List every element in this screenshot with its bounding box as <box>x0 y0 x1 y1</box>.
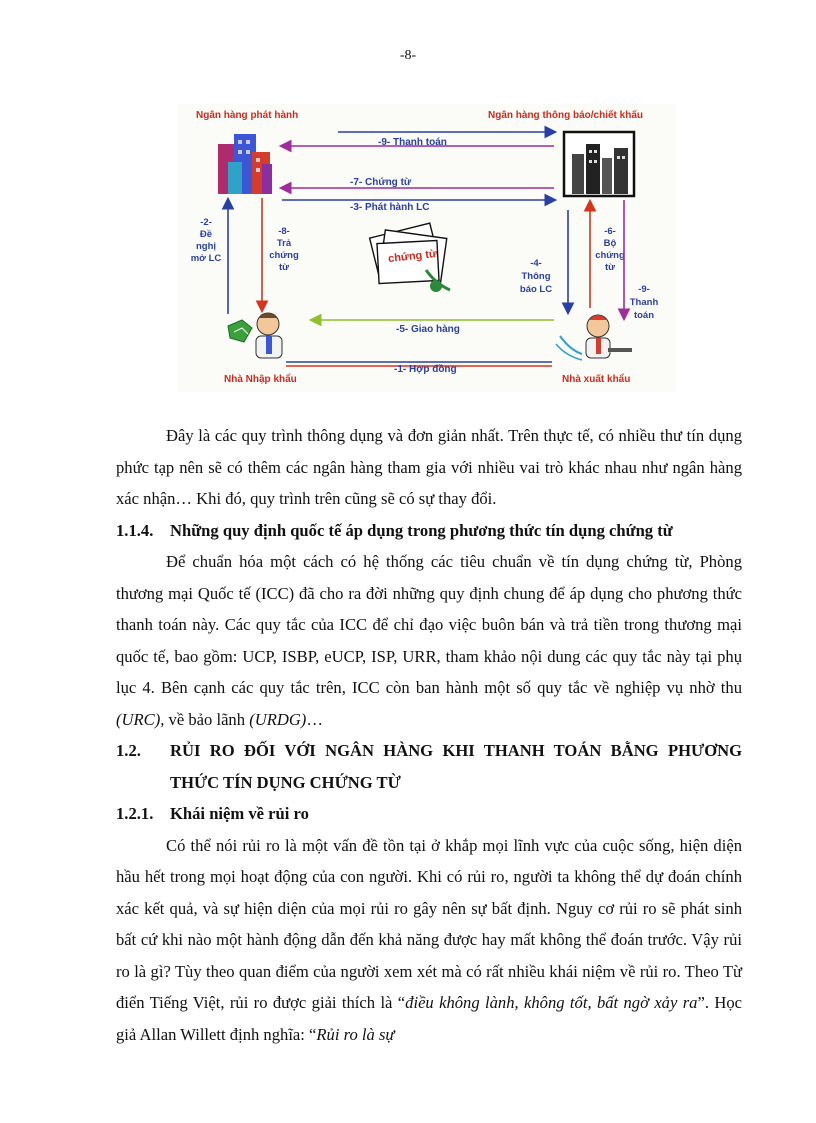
heading-1-2-number: 1.2. <box>116 741 141 760</box>
step-2-line-4: mở LC <box>190 253 222 264</box>
heading-1-2-1-number: 1.2.1. <box>116 804 154 823</box>
step-2-line-3: nghị <box>195 241 217 252</box>
step-8-line-3: chứng <box>269 250 299 261</box>
advising-bank-label: Ngân hàng thông báo/chiết khấu <box>488 110 643 121</box>
paragraph-2-end: … <box>306 709 323 729</box>
paragraph-2-text: Để chuẩn hóa một cách có hệ thống các tiêu chuẩn về tín dụng chứng từ, Phòng thương mại Quốc tế (ICC) đã cho ra đời những quy định chung để áp dụng cho phương thức thanh toán này. Các quy tắc của ICC để chỉ đạo việc buôn bán và trả tiền trong thương mại quốc tế, bao gồm: UCP, ISBP, eUCP, ISP, URR, tham khảo nội dung các quy tắc này tại phụ lục 4. Bên cạnh các quy tắc trên, ICC còn ban hành một số quy tắc về nghiệp vụ nhờ thu <box>116 552 742 697</box>
step-4-line-1: -4- <box>530 258 542 269</box>
step-1-contract-label: -1- Hợp đồng <box>394 364 457 375</box>
document-body <box>116 420 742 1050</box>
lc-process-diagram <box>178 104 676 392</box>
advising-bank-building-icon <box>564 132 634 196</box>
step-3-issue-lc-label: -3- Phát hành LC <box>350 202 430 213</box>
paragraph-2-middle: về bảo lãnh <box>164 709 250 729</box>
step-6-line-1: -6- <box>604 226 616 237</box>
importer-person-icon <box>228 313 282 358</box>
step-9-side-line-3: toán <box>633 310 655 321</box>
step-4-line-3: báo LC <box>519 284 553 295</box>
step-5-delivery-label: -5- Giao hàng <box>396 324 460 335</box>
heading-1-2-1 <box>116 798 742 830</box>
step-8-line-1: -8- <box>278 226 290 237</box>
step-4-line-2: Thông <box>521 271 551 282</box>
step-8-line-4: từ <box>278 262 290 273</box>
paragraph-3-after-quote: ”. Học giả Allan Willett định nghĩa: “ <box>116 993 742 1044</box>
page-number: -8- <box>399 48 417 63</box>
step-6-line-4: từ <box>604 262 616 273</box>
heading-1-2-1-title: Khái niệm về rủi ro <box>170 804 309 823</box>
paragraph-2 <box>116 546 742 735</box>
exporter-label: Nhà xuất khẩu <box>562 374 631 385</box>
paragraph-1: Đây là các quy trình thông dụng và đơn giản nhất. Trên thực tế, có nhiều thư tín dụng phức tạp nên sẽ có thêm các ngân hàng tham gia với nhiều vai trò khác nhau như ngân hàng xác nhận… Khi đó, quy trình trên cũng sẽ có sự thay đổi. <box>116 426 742 508</box>
step-2-line-1: -2- <box>200 217 212 228</box>
documents-label: chứng từ <box>387 248 438 266</box>
step-9-side-line-1: -9- <box>638 284 650 295</box>
step-6-line-2: Bộ <box>603 238 617 249</box>
step-7-documents-label: -7- Chứng từ <box>350 177 412 188</box>
heading-1-1-4-number: 1.1.4. <box>116 520 154 540</box>
step-2-line-2: Đề <box>199 229 213 240</box>
step-9-side-line-2: Thanh <box>629 297 659 308</box>
paragraph-3-text: Có thể nói rủi ro là một vấn đề tồn tại ở khắp mọi lĩnh vực của cuộc sống, hiện diện hầu hết trong mọi hoạt động của con người. Khi có rủi ro, người ta không thể dự đoán chính xác kết quả, và sự hiện diện của mọi rủi ro gây nên sự bất định. Nguy cơ rủi ro sẽ phát sinh bất cứ khi nào một hành động dẫn đến khả năng được hay mất không thể đoán trước. Vậy rủi ro là gì? Tùy theo quan điểm của người xem xét mà có rất nhiều khái niệm về rủi ro. Theo Từ điển Tiếng Việt, rủi ro được giải thích là “ <box>116 835 742 1012</box>
heading-1-2-line-1: RỦI RO ĐỐI VỚI NGÂN HÀNG KHI THANH TOÁN BẰNG PHƯƠNG <box>170 741 742 760</box>
issuing-bank-label: Ngân hàng phát hành <box>196 110 299 121</box>
heading-1-1-4-title: Những quy định quốc tế áp dụng trong phương thức tín dụng chứng từ <box>170 520 673 540</box>
issuing-bank-building-icon <box>218 134 272 194</box>
paragraph-3 <box>116 830 742 1051</box>
importer-label: Nhà Nhập khẩu <box>224 374 297 385</box>
heading-1-2-line-2: THỨC TÍN DỤNG CHỨNG TỪ <box>170 772 401 792</box>
dictionary-quote: điều không lành, không tốt, bất ngờ xảy ra <box>405 993 698 1012</box>
urdg-term: (URDG) <box>249 709 307 729</box>
step-9-payment-label: -9- Thanh toán <box>378 137 447 148</box>
urc-term: (URC), <box>116 709 165 729</box>
heading-1-1-4 <box>116 515 742 547</box>
heading-1-2 <box>116 735 742 798</box>
exporter-person-icon <box>556 315 632 360</box>
step-6-line-3: chứng <box>595 250 625 261</box>
step-8-line-2: Trả <box>276 238 292 249</box>
willett-quote-start: Rủi ro là sự <box>316 1024 395 1044</box>
documents-pile-icon <box>370 223 450 292</box>
